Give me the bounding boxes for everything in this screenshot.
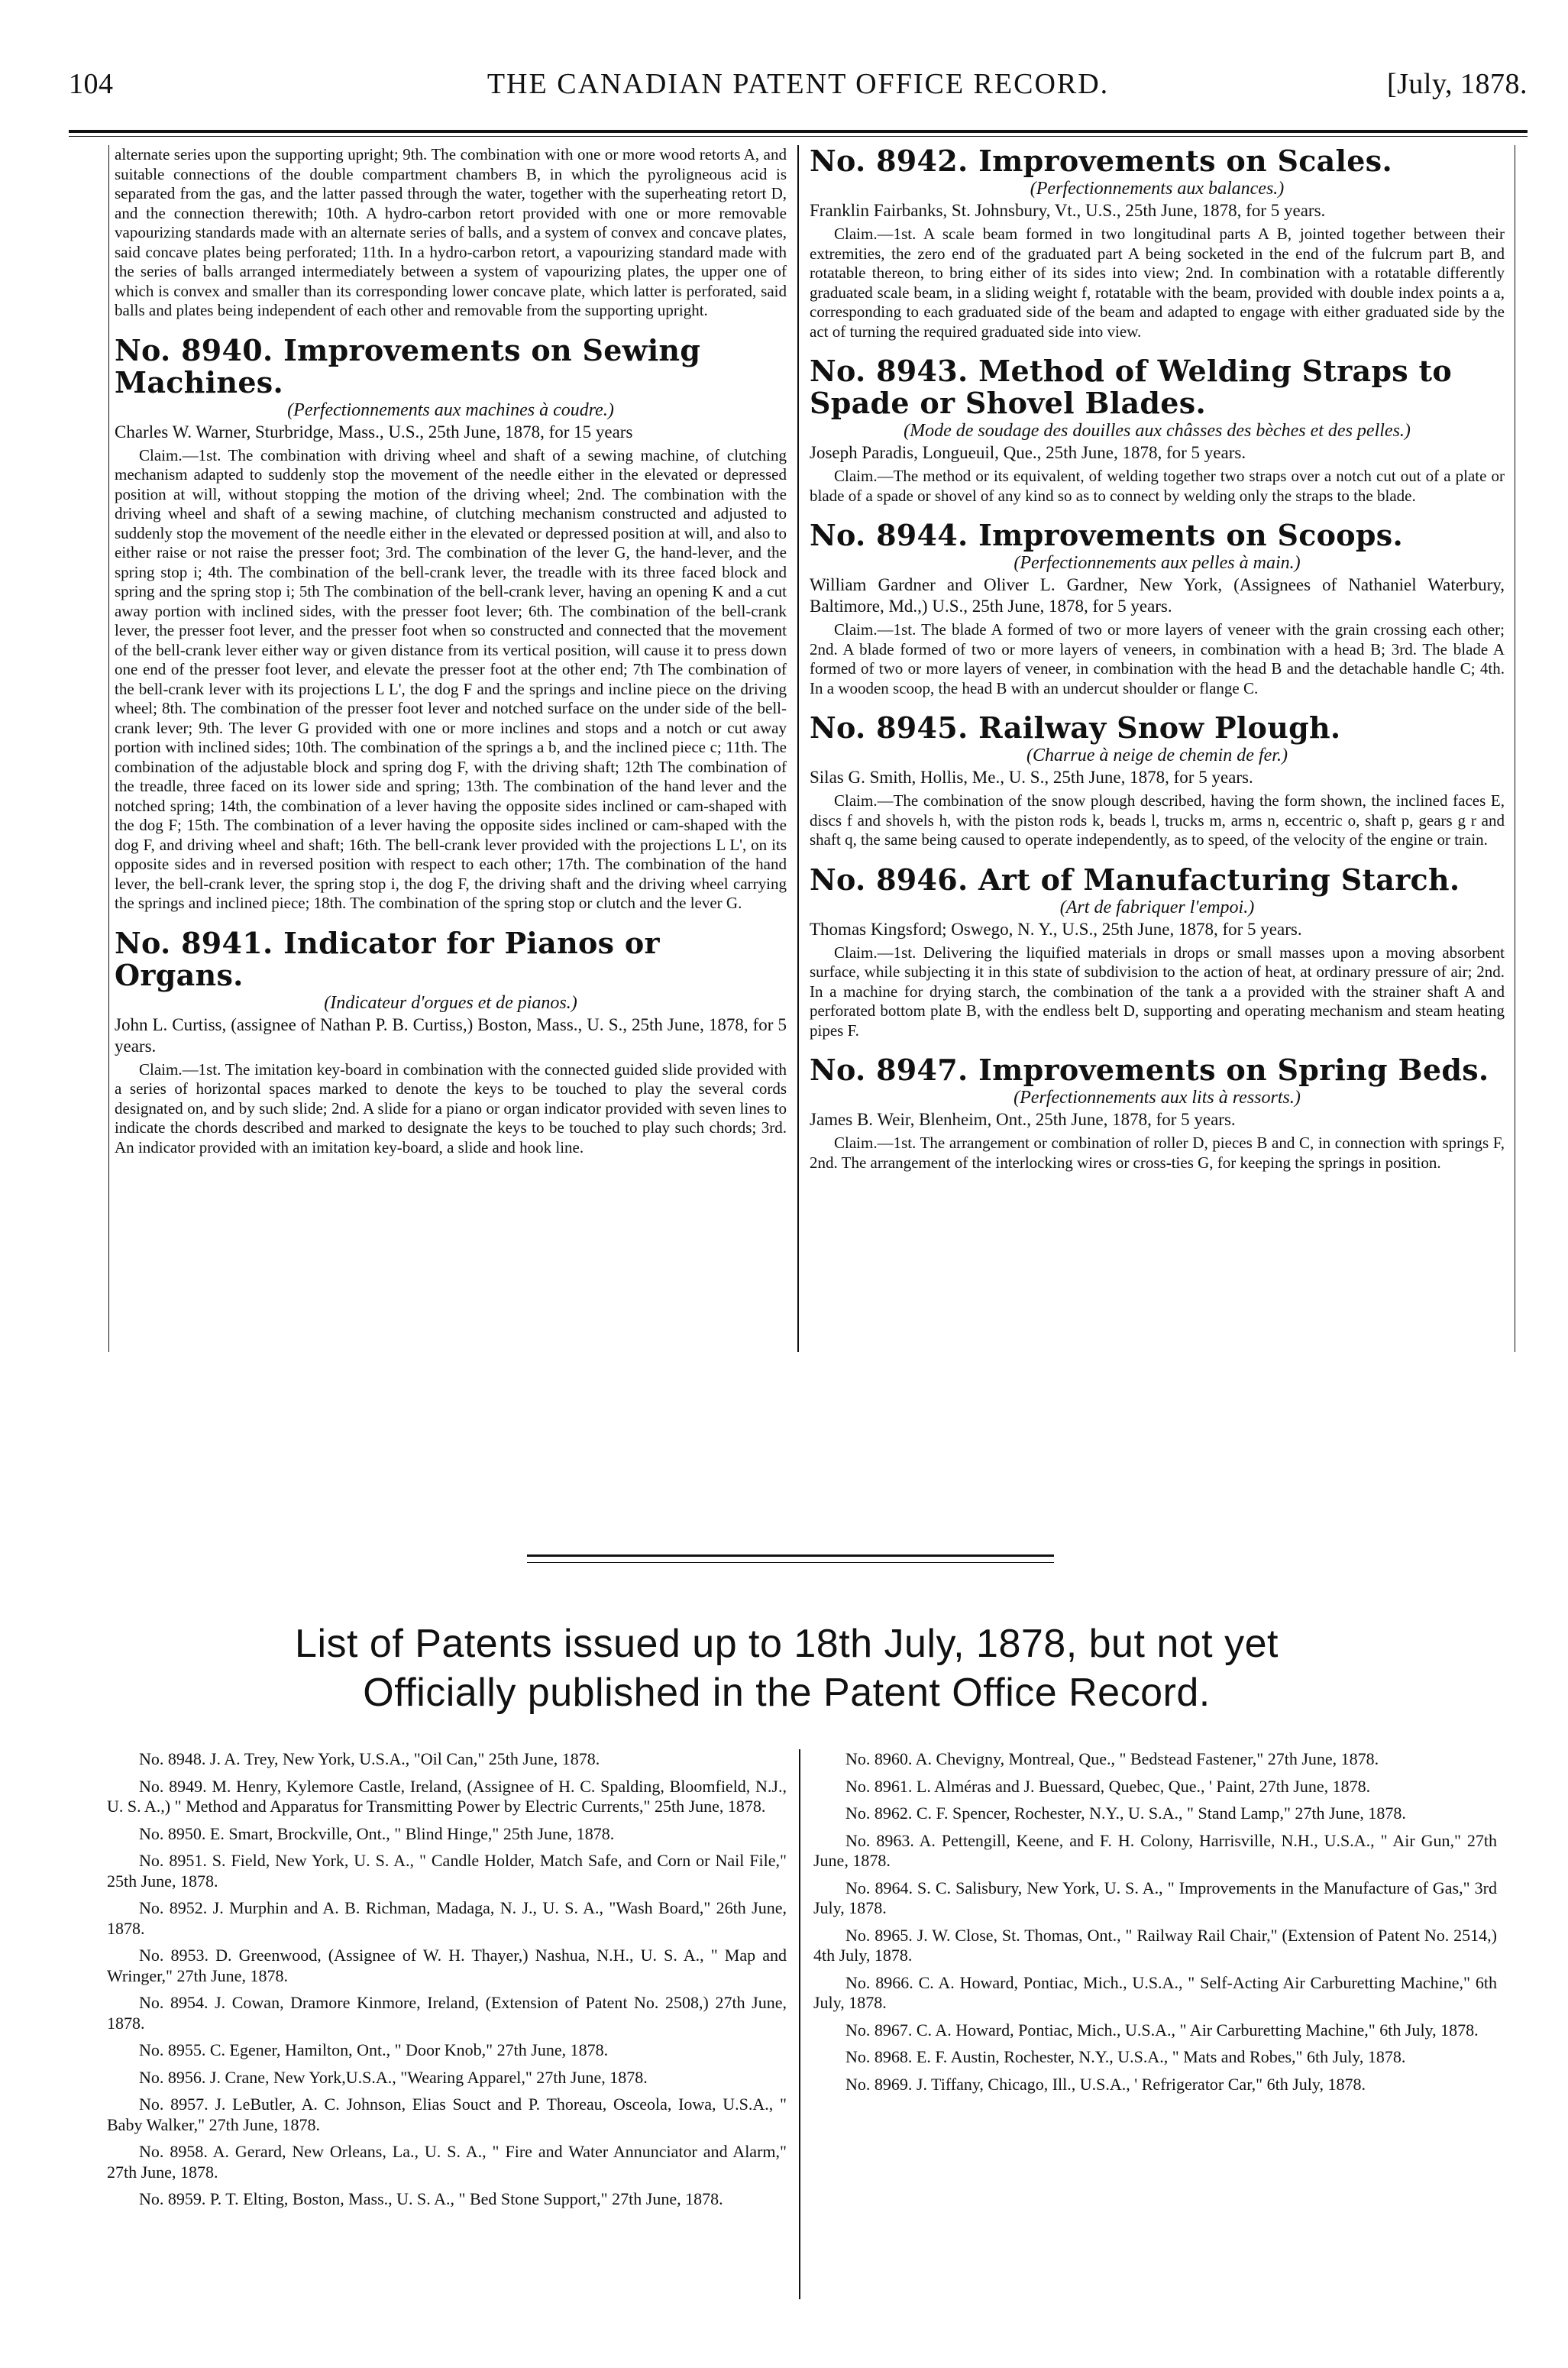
patent-heading: No. 8940. Improvements on Sewing Machines. — [115, 332, 701, 400]
patent-entry-8943 — [810, 355, 1505, 506]
french-title: (Art de fabriquer l'empoi.) — [1059, 897, 1255, 917]
list-item: No. 8956. J. Crane, New York,U.S.A., "Wearing Apparel," 27th June, 1878. — [139, 2067, 648, 2087]
list-item: No. 8948. J. A. Trey, New York, U.S.A., "Oil Can," 25th June, 1878. — [139, 1749, 600, 1768]
header-rule — [69, 130, 1528, 133]
patent-heading: No. 8942. Improvements on Scales. — [810, 145, 1392, 178]
patent-entry-8940 — [115, 332, 787, 914]
list-title-line-1: List of Patents issued up to 18th July, 1878, but not yet — [295, 1622, 1279, 1666]
inventor-line: Thomas Kingsford; Oswego, N. Y., U.S., 25th June, 1878, for 5 years. — [810, 919, 1302, 939]
list-item: No. 8957. J. LeButler, A. C. Johnson, Elias Souct and P. Thoreau, Osceola, Iowa, U.S.A., " Baby Walker," 27th June, 1878. — [107, 2095, 787, 2134]
french-title: (Perfectionnements aux pelles à main.) — [1014, 553, 1301, 573]
list-item: No. 8961. L. Alméras and J. Buessard, Quebec, Que., ' Paint, 27th June, 1878. — [845, 1776, 1371, 1796]
claim-text: Claim.—The combination of the snow plough described, having the form shown, the inclined faces E, discs f and shovels h, with the piston rods k, beads l, trucks m, arms n, eccentric o, shaft p, gears g r and shaft q, the same being caused to operate independently, as to speed, of the velocity of the engine or train. — [810, 791, 1505, 849]
list-item: No. 8950. E. Smart, Brockville, Ont., " Blind Hinge," 25th June, 1878. — [139, 1823, 615, 1843]
patent-heading: No. 8944. Improvements on Scoops. — [810, 518, 1404, 552]
list-item: No. 8952. J. Murphin and A. B. Richman, Madaga, N. J., U. S. A., "Wash Board," 26th June, 1878. — [107, 1898, 787, 1938]
french-title: (Perfectionnements aux lits à ressorts.) — [1014, 1088, 1301, 1108]
french-title: (Indicateur d'orgues et de pianos.) — [324, 992, 577, 1013]
list-item: No. 8968. E. F. Austin, Rochester, N.Y., U.S.A., " Mats and Robes," 6th July, 1878. — [845, 2047, 1406, 2066]
patent-list-left — [107, 1749, 787, 2217]
patent-entry-8947 — [810, 1054, 1505, 1173]
french-title: (Charrue à neige de chemin de fer.) — [1026, 746, 1288, 765]
patent-entry-8946 — [810, 864, 1505, 1041]
inventor-line: William Gardner and Oliver L. Gardner, New York, (Assignees of Nathaniel Waterbury, Baltimore, Md.,) U.S., 25th June, 1878, for 5 years. — [810, 575, 1505, 616]
list-item: No. 8958. A. Gerard, New Orleans, La., U. S. A., " Fire and Water Annunciator and Alarm," 27th June, 1878. — [107, 2142, 787, 2182]
list-title-line-2: Officially published in the Patent Office Record. — [363, 1671, 1211, 1715]
patent-heading: No. 8945. Railway Snow Plough. — [810, 710, 1341, 745]
claim-text: Claim.—1st. The blade A formed of two or more layers of veneer with the grain crossing each other; 2nd. A blade formed of two or more layers of veneers, in combination with a head B; 3rd. The blade A formed of two or more layers of veneer, in combination with the head B and the detachable handle C; 4th. In a wooden scoop, the head B with an undercut shoulder or flange C. — [810, 620, 1505, 697]
list-item: No. 8951. S. Field, New York, U. S. A., " Candle Holder, Match Safe, and Corn or Nail File," 25th June, 1878. — [107, 1851, 787, 1891]
list-title — [92, 1619, 1482, 1717]
column-divider — [797, 145, 799, 1352]
list-item: No. 8960. A. Chevigny, Montreal, Que., " Bedstead Fastener," 27th June, 1878. — [845, 1749, 1379, 1768]
inventor-line: John L. Curtiss, (assignee of Nathan P. B. Curtiss,) Boston, Mass., U. S., 25th June, 1878, for 5 years. — [115, 1014, 787, 1056]
list-item: No. 8969. J. Tiffany, Chicago, Ill., U.S.A., ' Refrigerator Car," 6th July, 1878. — [845, 2074, 1366, 2094]
claim-text: Claim.—1st. The imitation key-board in combination with the connected guided slide provided with a series of horizontal spaces marked to denote the keys to be touched to play the several cords designated on, and by such slide; 2nd. A slide for a piano or organ indicator provided with seven lines to indicate the chords described and marked to designate the keys to be touched to play such chords; 3rd. An indicator provided with an imitation key-board, a slide and hook line. — [115, 1059, 787, 1157]
claim-text: Claim.—1st. The combination with driving wheel and shaft of a sewing machine, of clutching mechanism adapted to suddenly stop the movement of the needle either in the elevated or depressed position at will, without stopping the motion of the driving wheel; 2nd. The combination with the driving wheel and shaft of a sewing machine, of clutching mechanism constructed and adjusted to suddenly stop the movement of the needle either in the elevated or depressed position at will, and also to either raise or not raise the presser foot; 3rd. The combination of the lever G, the hand-lever, and the spring stop i; 4th. The combination of the bell-crank lever, the treadle with its three faced block and spring and the spring stop i; 5th The combination of the bell-crank lever, having an opening K and a cut away portion with inclined sides, with the presser foot lever; 6th. The combination of the bell-crank lever, the presser foot lever, and the presser foot when so constructed and connected that the movement of the bell-crank lever either way or given distance from its vertical position, will cause it to press down one end of the presser foot lever, and elevate the presser foot at the other end; 7th The combination of the bell-crank lever with its projections L L', the dog F and the springs and incline piece on the driving wheel; 8th. The combination of the presser foot lever and notched surface on the under side of the bell-crank lever; 9th. The lever G provided with one or more inclines and stops and a notch or cut away portion with inclined sides; 10th. The combination of the springs a b, and the inclined piece c; 11th. The combination of the adjustable block and spring dog F, with the driving shaft; 12th The combination of the treadle, three faced on its lower side and spring; 13th. The combination of the hand lever and the notched spring; 14th, the combination of a lever having the opposite sides inclined or cam-shaped with the dog F; 15th. The combination of a lever having the opposite sides inclined or cam-shaped with the dog F, and driving wheel and shaft; 16th. The bell-crank lever provided with the projections L L', on its opposite sides and in reversed position with respect to each other; 17th. The combination of the hand lever, the bell-crank lever, the spring stop i, the dog F, the driving shaft and the driving wheel carrying the springs and inclined piece; 18th. The combination of the spring stop or clutch and the lever G. — [115, 445, 787, 912]
patent-heading: No. 8943. Method of Welding Straps to Spade or Shovel Blades. — [810, 354, 1453, 420]
french-title: (Perfectionnements aux machines à coudre.) — [287, 400, 614, 420]
claim-text: Claim.—1st. Delivering the liquified materials in drops or small masses upon a moving absorbent surface, while subjecting it in this state of subdivision to the action of heat, at ordinary pressure of air; 2nd. In a machine for drying starch, the combination of the tank a a provided with the strainer shaft A and perforated bottom plate B, with the endless belt D, supporting and operating mechanism and steam heating pipes F. — [810, 943, 1505, 1040]
patent-entry-8945 — [810, 712, 1505, 850]
patent-heading: No. 8941. Indicator for Pianos or Organs. — [115, 925, 660, 992]
list-item: No. 8964. S. C. Salisbury, New York, U. S. A., " Improvements in the Manufacture of Gas," 3rd July, 1878. — [813, 1878, 1497, 1917]
page-number: 104 — [69, 68, 114, 100]
list-item: No. 8966. C. A. Howard, Pontiac, Mich., U.S.A., " Self-Acting Air Carburetting Machine," 6th July, 1878. — [813, 1972, 1497, 2012]
french-title: (Mode de soudage des douilles aux châsses des bèches et des pelles.) — [904, 421, 1411, 441]
section-separator — [527, 1554, 1054, 1557]
list-item: No. 8959. P. T. Elting, Boston, Mass., U. S. A., " Bed Stone Support," 27th June, 1878. — [139, 2189, 723, 2208]
inventor-line: Joseph Paradis, Longueuil, Que., 25th June, 1878, for 5 years. — [810, 443, 1246, 462]
list-item: No. 8953. D. Greenwood, (Assignee of W. H. Thayer,) Nashua, N.H., U. S. A., " Map and Wringer," 27th June, 1878. — [107, 1946, 787, 1985]
list-item: No. 8965. J. W. Close, St. Thomas, Ont., " Railway Rail Chair," (Extension of Patent No. 2514,) 4th July, 1878. — [813, 1925, 1497, 1965]
inventor-line: Silas G. Smith, Hollis, Me., U. S., 25th June, 1878, for 5 years. — [810, 768, 1253, 787]
list-column-divider — [799, 1749, 800, 2299]
left-border-rule — [108, 145, 109, 1352]
list-item: No. 8954. J. Cowan, Dramore Kinmore, Ireland, (Extension of Patent No. 2508,) 27th June, 1878. — [107, 1993, 787, 2033]
section-separator-thin — [527, 1562, 1054, 1563]
header-rule-thin — [69, 136, 1528, 137]
list-item: No. 8955. C. Egener, Hamilton, Ont., " Door Knob," 27th June, 1878. — [139, 2040, 609, 2059]
continuation-text: alternate series upon the supporting upright; 9th. The combination with one or more wood retorts A, and suitable connections of the double compartment chambers B, in which the pyroligneous acid is separated from the gas, and the latter passed through the water, together with the superheating retort D, and the connection therewith; 10th. A hydro-carbon retort provided with one or more removable vapourizing standards made with an alternate series of balls, and a system of convex and concave plates, said concave plates being perforated; 11th. In a hydro-carbon retort, a vapourizing standard made with the series of balls arranged intermediately between a system of vapourizing plates, the upper one of which is convex and smaller than its corresponding lower concave plate, which latter is perforated, said balls and plates being independent of each other and removable from the supporting upright. — [115, 145, 787, 319]
patent-entry-8944 — [810, 519, 1505, 698]
list-item: No. 8967. C. A. Howard, Pontiac, Mich., U.S.A., " Air Carburetting Machine," 6th July, 1878. — [845, 2020, 1479, 2040]
list-item: No. 8962. C. F. Spencer, Rochester, N.Y., U. S.A., " Stand Lamp," 27th June, 1878. — [845, 1803, 1406, 1823]
left-column — [115, 145, 787, 1558]
patent-entry-8942 — [810, 145, 1505, 341]
claim-text: Claim.—1st. The arrangement or combination of roller D, pieces B and C, in connection with springs F, 2nd. The arrangement of the interlocking wires or cross-ties G, for keeping the springs in position. — [810, 1134, 1505, 1172]
page-header — [69, 64, 1528, 110]
list-item: No. 8949. M. Henry, Kylemore Castle, Ireland, (Assignee of H. C. Spalding, Bloomfield, N.J., U. S. A.,) " Method and Apparatus for Transmitting Power by Electric Currents," 25th June, 1878. — [107, 1776, 787, 1816]
inventor-line: James B. Weir, Blenheim, Ont., 25th June, 1878, for 5 years. — [810, 1110, 1236, 1129]
journal-title: THE CANADIAN PATENT OFFICE RECORD. — [487, 68, 1110, 100]
right-column — [810, 145, 1505, 1558]
french-title: (Perfectionnements aux balances.) — [1030, 179, 1285, 199]
claim-text: Claim.—The method or its equivalent, of welding together two straps over a notch cut out of a plate or blade of a spade or shovel of any kind so as to connect by welding only the straps to the blade. — [810, 467, 1505, 505]
patent-list-right — [813, 1749, 1497, 2101]
inventor-line: Franklin Fairbanks, St. Johnsbury, Vt., U.S., 25th June, 1878, for 5 years. — [810, 201, 1326, 220]
patent-heading: No. 8947. Improvements on Spring Beds. — [810, 1053, 1489, 1087]
issue-date: [July, 1878. — [1386, 68, 1528, 100]
claim-text: Claim.—1st. A scale beam formed in two longitudinal parts A B, jointed together between their extremities, the zero end of the graduated part A being socketed in the end of the fulcrum part B, and rotatable thereon, to bring either of its sides into view; 2nd. In combination with a rotatable differently graduated scale beam, in a sliding weight f, rotatable with the beam, provided with double index points a a, corresponding to each graduated side of the beam and adapted to engage with either graduated side by the act of turning the required graduated side into view. — [810, 225, 1505, 341]
list-item: No. 8963. A. Pettengill, Keene, and F. H. Colony, Harrisville, N.H., U.S.A., " Air Gun," 27th June, 1878. — [813, 1830, 1497, 1870]
patent-entry-8941 — [115, 927, 787, 1158]
inventor-line: Charles W. Warner, Sturbridge, Mass., U.S., 25th June, 1878, for 15 years — [115, 422, 633, 442]
patent-heading: No. 8946. Art of Manufacturing Starch. — [810, 862, 1460, 897]
